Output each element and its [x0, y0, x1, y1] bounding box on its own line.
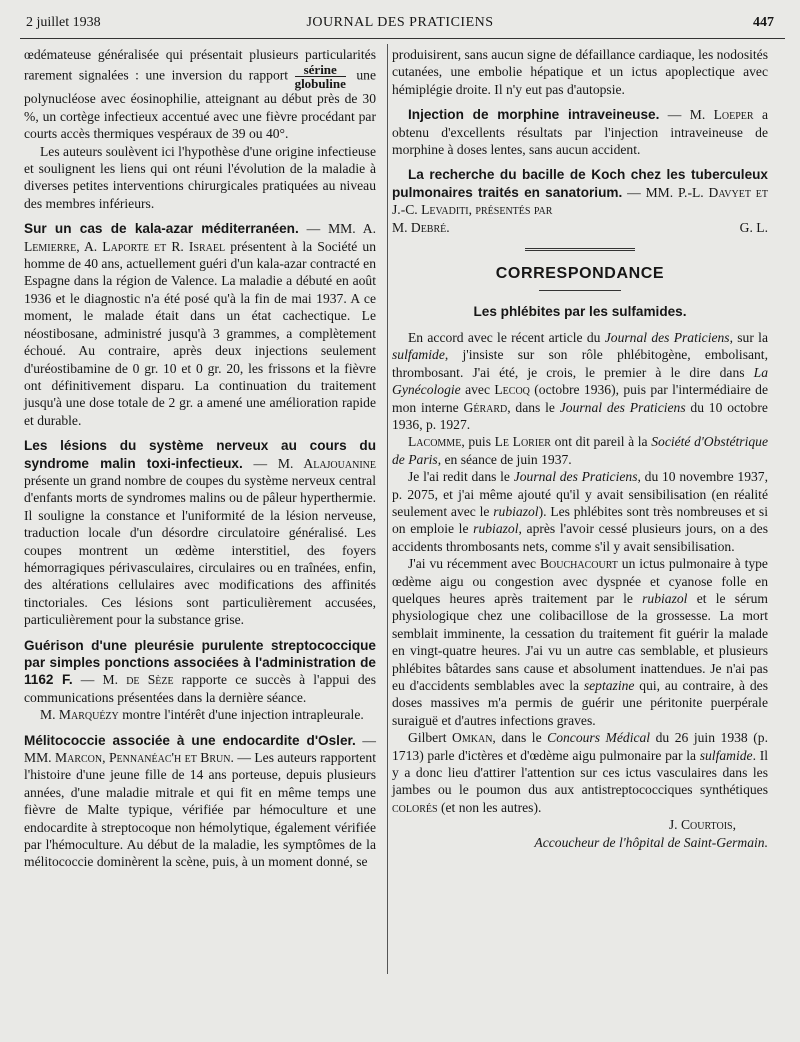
letter-signature-title: Accoucheur de l'hôpital de Saint-Germain.	[534, 834, 768, 850]
paragraph: Les auteurs soulèvent ici l'hypothèse d'une origine infectieuse et soulignent les liens qui ont réuni l'évolution de la maladie à diverses petites interventions chirurgicales pratiquées au niveau des membres inférieurs.	[24, 143, 376, 211]
paragraph: Gilbert Omkan, dans le Concours Médical du 26 juin 1938 (p. 1713) parle d'ictères et d'œdème aigu pulmonaire par la sulfamide. Il y a donc lieu d'attirer l'attention sur ces ictus vasculaires dans les jambes ou le poumon dus aux antistreptococciques synthétiques colorés (et non les autres).	[392, 730, 768, 815]
column-divider	[387, 44, 388, 974]
article-bacille-koch: La recherche du bacille de Koch chez les tuberculeux pulmonaires traités en sanatorium. — MM. P.-L. Davyet et J.-C. Levaditi, présentés par	[392, 167, 769, 218]
article-morphine: Injection de morphine intraveineuse. — M. Loeper a obtenu d'excellents résultats par l'injection intraveineuse de morphine à doses lentes, sans aucun accident.	[392, 107, 769, 158]
signature-line: M. Debré. G. L.	[392, 219, 768, 235]
paragraph: œdémateuse généralisée qui présentait plusieurs particularités rarement signalées : une inversion du rapport $\frac{\text{sérine}}{\text{globuline}}$ une polynucléose avec éosinophilie, atteignant au début près de 30 %, un cortège infectieux accentué avec une fièvre procédant par courts accès thermiques vespéraux de 39 ou 40°.	[24, 47, 376, 142]
header-page-number: 447	[753, 15, 774, 30]
header-title: JOURNAL DES PRATICIENS	[306, 15, 494, 30]
article-melitococcie: Mélitococcie associée à une endocardite d'Osler. — MM. Marcon, Pennanéac'h et Brun. — Les auteurs rapportent l'histoire d'une jeune fille de 14 ans porteuse, depuis plusieurs années, d'une maladie mitrale et qui fit en même temps une fièvre de Malte typique, vérifiée par hémoculture et une endocardite à streptocoque non hémolytique, également vérifiée par l'hémoculture. Au début de la maladie, les symptômes de la mélitococcie dominèrent la scène, puis, à un moment donné, se	[24, 732, 376, 870]
paragraph: Je l'ai redit dans le Journal des Praticiens, du 10 novembre 1937, p. 2075, et j'ai même ajouté qu'il y avait sensibilisation (en réalité seulement avec le rubiazol). Les phlébites sont très nombreuses et si on emploie le rubiazol, après l'avoir cessé plusieurs jours, on a des accidents thrombosants nets, comme s'il y avait sensibilisation.	[392, 469, 768, 554]
paragraph: Lacomme, puis Le Lorier ont dit pareil à la Société d'Obstétrique de Paris, en séance de juin 1937.	[392, 434, 768, 467]
paragraph: produisirent, sans aucun signe de défaillance cardiaque, les nodosités cutanées, une embolie hépatique et un ictus apoplectique avec hémiplégie droite. Il n'y eut pas d'autopsie.	[392, 47, 768, 97]
paragraph: M. Marquézy montre l'intérêt d'une injection intrapleurale.	[40, 707, 364, 723]
header-date: 2 juillet 1938	[26, 15, 101, 30]
article-lesions-nerveuses: Les lésions du système nerveux au cours du syndrome malin toxi-infectieux. — M. Alajouanine présente un grand nombre de coupes du système nerveux central d'enfants morts de syndromes malins ou de pâleur hyperthermie. Il souligne la constance et l'uniformité de la lésion nerveuse, traduction locale d'un désordre circulatoire généralisé. Les coupes montrent un œdème interstitiel, des foyers hémorragiques périvasculaires, circulaires ou en traînées, enfin, des altérations cellulaires avec modifications des affinités tinctoriales. Ces lésions sont particulièrement accusées, particulièrement pour la substance grise.	[24, 438, 376, 628]
header-rule	[20, 38, 785, 39]
section-title: CORRESPONDANCE	[495, 265, 665, 283]
right-column	[392, 46, 768, 851]
paragraph: J'ai vu récemment avec Bouchacourt un ictus pulmonaire à type œdème aigu ou congestion avec dyspnée et cyanose folle en quelques heures après traitement par le rubiazol et le sérum physiologique chez une colibacillose de la grossesse. La mort semblait imminente, la cessation du traitement fit guérir la malade en vingt-quatre heures. J'ai vu un autre cas semblable, et plusieurs phlébites bâtardes sans cause et absolument inattendues. Je n'ai pas eu d'accidents semblables avec la septazine qui, au contraire, à des doses massives m'a permis de guérir une péritonite puerpérale suraiguë et d'autres infections graves.	[392, 556, 769, 728]
section-rule	[539, 290, 621, 291]
fraction-serine-globuline: $\frac{\text{sérine}}{\text{globuline}}$	[294, 62, 346, 92]
article-pleuresie: Guérison d'une pleurésie purulente streptococcique par simples ponctions associées à l'administration de 1162 F. — M. de Sèze rapporte ce succès à l'appui des communications présentées dans la dernière séance.	[24, 637, 376, 705]
letter-title: Les phlébites par les sulfamides.	[473, 304, 687, 320]
article-kala-azar: Sur un cas de kala-azar méditerranéen. — MM. A. Lemierre, A. Laporte et R. Israel présentent à la Société un homme de 40 ans, actuellement guéri d'un kala-azar contracté en Espagne dans la région de Valence. La maladie a débuté en août 1936 et le diagnostic n'a été posé qu'à la fin de mai 1937. A ce moment, le malade était dans un état cachectique. Le néostibosane, administré jusqu'à 3 grammes, a complètement échoué. Au contraire, après deux injections seulement d'uréostibamine de 0 gr. 10 et 0 gr. 20, les frissons et la fièvre ont définitivement disparu. La continuation du traitement jusqu'à une dose totale de 2 gr. a amené une amélioration rapide et durable.	[24, 221, 376, 428]
paragraph: En accord avec le récent article du Journal des Praticiens, sur la sulfamide, j'insiste sur son rôle phlébitogène, embolisant, thrombosant. J'ai été, je crois, le premier à le dire dans La Gynécologie avec Lecoq (octobre 1936), puis par l'intermédiaire de mon interne Gérard, dans le Journal des Praticiens du 10 octobre 1936, p. 1927.	[392, 329, 769, 432]
section-separator	[525, 248, 635, 251]
left-column	[24, 46, 376, 871]
letter-signature: J. Courtois,	[668, 817, 736, 833]
